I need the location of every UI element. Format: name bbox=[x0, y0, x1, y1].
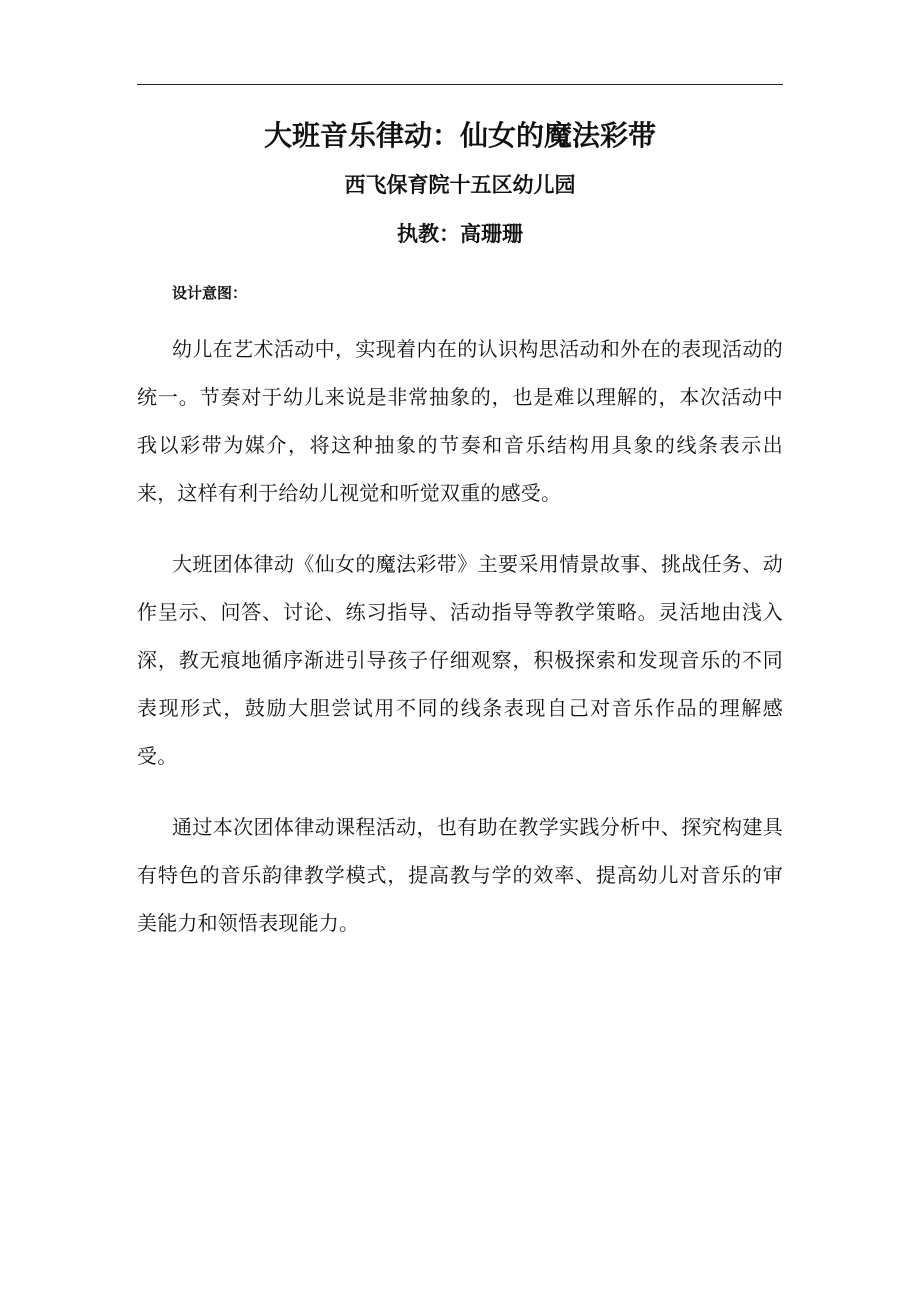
header-rule bbox=[137, 84, 783, 85]
teacher-line: 执教：高珊珊 bbox=[397, 221, 523, 246]
organization-name: 西飞保育院十五区幼儿园 bbox=[344, 172, 576, 197]
paragraph: 大班团体律动《仙女的魔法彩带》主要采用情景故事、挑战任务、动作呈示、问答、讨论、练习指导、活动指导等教学策略。灵活地由浅入深，教无痕地循序渐进引导孩子仔细观察，积极探索和发现音乐的不同表现形式，鼓励大胆尝试用不同的线条表现自己对音乐作品的理解感受。 bbox=[137, 552, 783, 768]
document-title: 大班音乐律动：仙女的魔法彩带 bbox=[263, 119, 656, 152]
section-label-design-intent: 设计意图： bbox=[172, 284, 248, 302]
paragraph: 通过本次团体律动课程活动，也有助在教学实践分析中、探究构建具有特色的音乐韵律教学模式，提高教与学的效率、提高幼儿对音乐的审美能力和领悟表现能力。 bbox=[137, 815, 783, 935]
paragraph: 幼儿在艺术活动中，实现着内在的认识构思活动和外在的表现活动的统一。节奏对于幼儿来说是非常抽象的，也是难以理解的，本次活动中我以彩带为媒介，将这种抽象的节奏和音乐结构用具象的线条表示出来，这样有利于给幼儿视觉和听觉双重的感受。 bbox=[137, 337, 783, 505]
